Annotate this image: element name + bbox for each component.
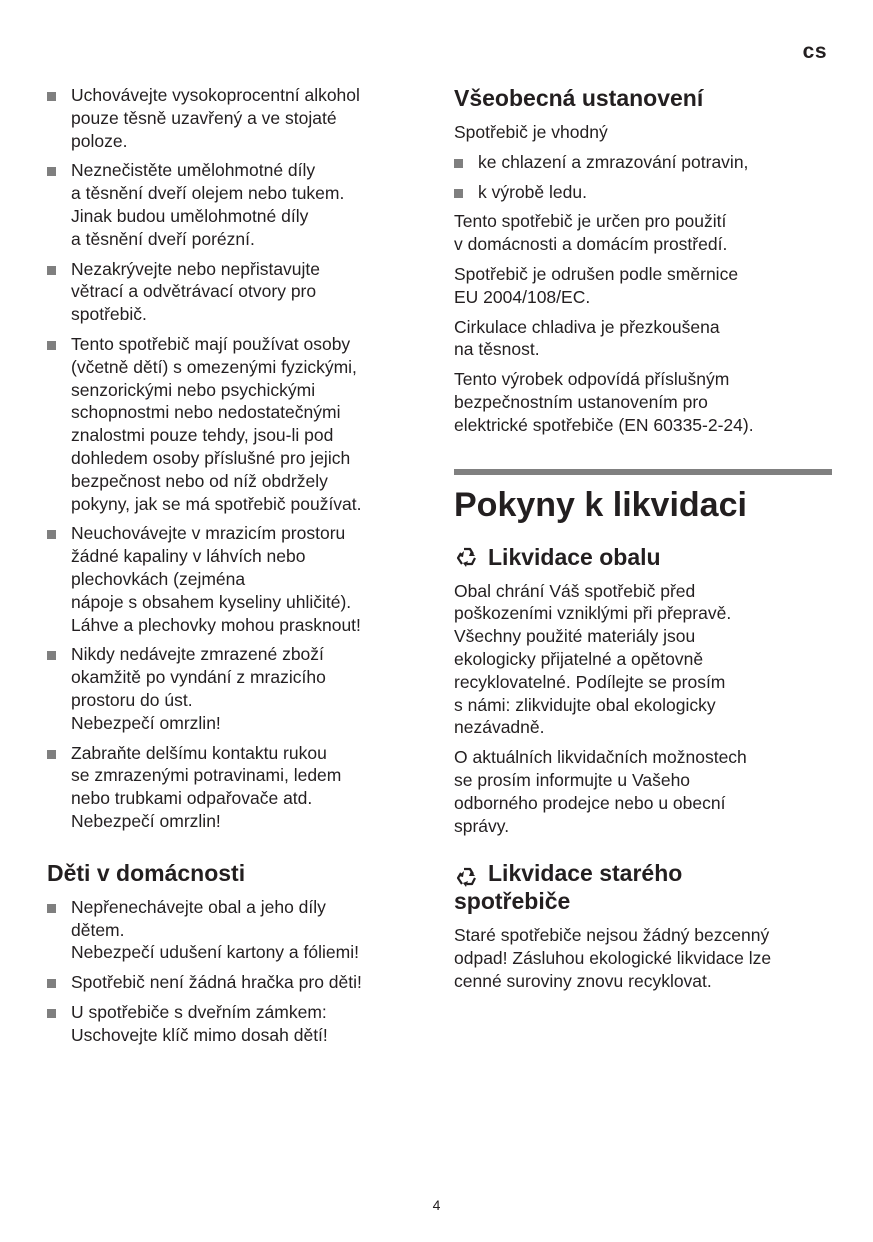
square-bullet-icon bbox=[47, 266, 56, 275]
square-bullet-icon bbox=[47, 651, 56, 660]
list-item: Spotřebič není žádná hračka pro děti! bbox=[47, 971, 417, 994]
paragraph: Obal chrání Váš spotřebič před poškozeními vzniklými při přepravě. Všechny použité materiály jsou ekologicky přijatelné a opětovně recyklovatelné. Podílejte se prosím s námi: zlikvidujte obal ekologicky nezávadně. bbox=[454, 580, 732, 738]
children-bullet-list bbox=[47, 896, 417, 1047]
page-number: 4 bbox=[432, 1197, 441, 1213]
old-appliance-heading: Likvidace starého spotřebiče bbox=[454, 860, 683, 915]
left-column bbox=[47, 84, 417, 1053]
recycle-icon bbox=[454, 545, 480, 576]
children-heading: Děti v domácnosti bbox=[47, 859, 246, 886]
square-bullet-icon bbox=[47, 1009, 56, 1018]
suitability-bullet-list bbox=[454, 151, 832, 204]
list-item: Zabraňte delšímu kontaktu rukou se zmrazenými potravinami, ledem nebo trubkami odpařovače atd. Nebezpečí omrzlin! bbox=[47, 742, 417, 833]
disposal-heading: Pokyny k likvidaci bbox=[454, 485, 747, 524]
list-item: ke chlazení a zmrazování potravin, bbox=[454, 151, 832, 174]
section-divider bbox=[454, 469, 832, 475]
paragraph: Tento výrobek odpovídá příslušným bezpečnostním ustanovením pro elektrické spotřebiče (EN 60335-2-24). bbox=[454, 369, 754, 435]
packaging-heading: Likvidace obalu bbox=[488, 543, 661, 570]
paragraph: Spotřebič je odrušen podle směrnice EU 2004/108/EC. bbox=[454, 263, 739, 307]
square-bullet-icon bbox=[47, 750, 56, 759]
list-item: Neuchovávejte v mrazicím prostoru žádné kapaliny v láhvích nebo plechovkách (zejména nápoje s obsahem kyseliny uhličité). Láhve a plechovky mohou prasknout! bbox=[47, 522, 417, 636]
square-bullet-icon bbox=[47, 904, 56, 913]
square-bullet-icon bbox=[454, 189, 463, 198]
language-code: cs bbox=[802, 40, 827, 63]
packaging-heading-row bbox=[454, 543, 832, 580]
square-bullet-icon bbox=[47, 341, 56, 350]
square-bullet-icon bbox=[47, 530, 56, 539]
list-item: Nepřenechávejte obal a jeho díly dětem. Nebezpečí udušení kartony a fóliemi! bbox=[47, 896, 417, 964]
list-item: k výrobě ledu. bbox=[454, 181, 832, 204]
square-bullet-icon bbox=[454, 159, 463, 168]
square-bullet-icon bbox=[47, 167, 56, 176]
general-intro: Spotřebič je vhodný bbox=[454, 122, 608, 142]
list-item: U spotřebiče s dveřním zámkem: Uschovejte klíč mimo dosah dětí! bbox=[47, 1001, 417, 1047]
list-item: Neznečistěte umělohmotné díly a těsnění dveří olejem nebo tukem. Jinak budou umělohmotné díly a těsnění dveří porézní. bbox=[47, 159, 417, 250]
list-item: Nezakrývejte nebo nepřistavujte větrací a odvětrávací otvory pro spotřebič. bbox=[47, 258, 417, 326]
paragraph: Cirkulace chladiva je přezkoušena na těsnost. bbox=[454, 316, 720, 360]
list-item: Nikdy nedávejte zmrazené zboží okamžitě po vyndání z mrazicího prostoru do úst. Nebezpečí omrzlin! bbox=[47, 643, 417, 734]
square-bullet-icon bbox=[47, 92, 56, 101]
paragraph: Staré spotřebiče nejsou žádný bezcenný odpad! Zásluhou ekologické likvidace lze cenné suroviny znovu recyklovat. bbox=[454, 925, 772, 991]
safety-bullet-list bbox=[47, 84, 417, 833]
list-item: Uchovávejte vysokoprocentní alkohol pouze těsně uzavřený a ve stojaté poloze. bbox=[47, 84, 417, 152]
paragraph: Tento spotřebič je určen pro použití v domácnosti a domácím prostředí. bbox=[454, 211, 728, 255]
general-heading: Všeobecná ustanovení bbox=[454, 85, 704, 111]
list-item: Tento spotřebič mají používat osoby (včetně dětí) s omezenými fyzickými, senzorickými nebo psychickými schopnostmi nebo nedostatečnými znalostmi pouze tehdy, jsou-li pod dohledem osoby příslušné pro jejich bezpečnost nebo od níž obdržely pokyny, jak se má spotřebič používat. bbox=[47, 333, 417, 515]
paragraph: O aktuálních likvidačních možnostech se prosím informujte u Vašeho odborného prodejce nebo u obecní správy. bbox=[454, 747, 747, 836]
square-bullet-icon bbox=[47, 979, 56, 988]
right-column bbox=[454, 84, 832, 1000]
